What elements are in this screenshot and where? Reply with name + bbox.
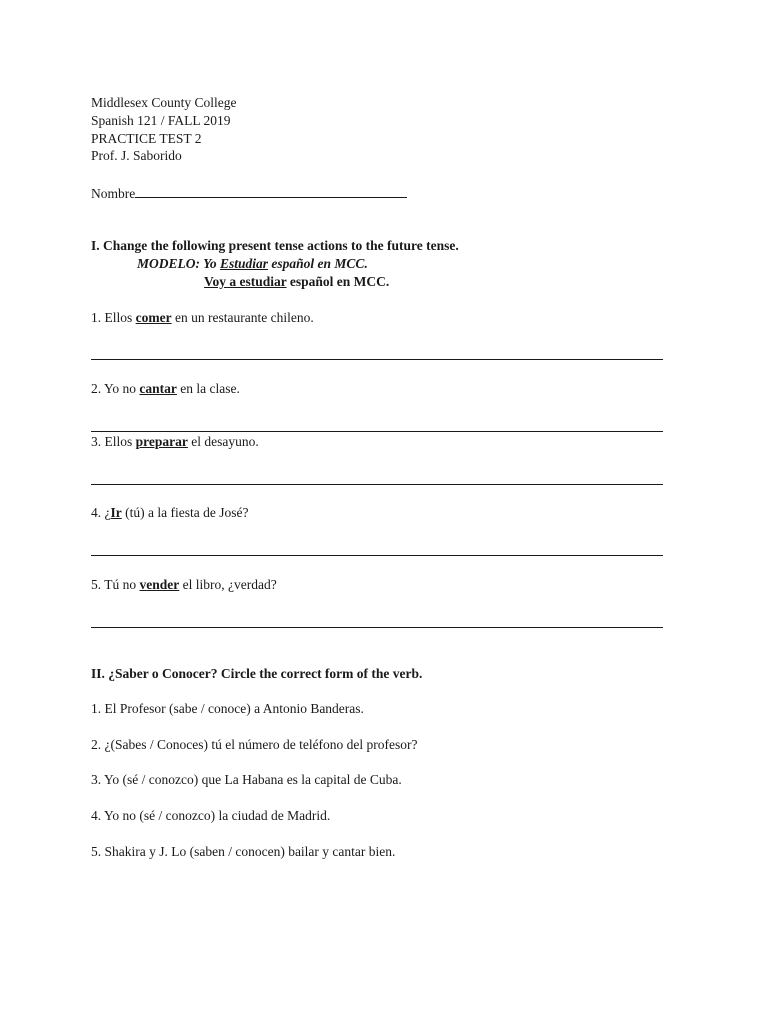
- item-suffix: en la clase.: [176, 381, 240, 396]
- course-name: Spanish 121 / FALL 2019: [91, 113, 231, 128]
- model-answer: [204, 273, 389, 291]
- part1-item-2: [91, 380, 240, 398]
- part2-item-3: 3. Yo (sé / conozco) que La Habana es la capital de Cuba.: [91, 772, 402, 787]
- item-suffix: el desayuno.: [187, 434, 259, 449]
- item-prefix: 1. Ellos: [91, 310, 136, 325]
- model-prefix: MODELO: Yo: [137, 256, 221, 271]
- item-verb: Ir: [110, 505, 122, 520]
- item-prefix: 4. ¿: [91, 505, 111, 520]
- professor-name: Prof. J. Saborido: [91, 148, 182, 163]
- answer-line-3[interactable]: [91, 484, 663, 485]
- test-title: PRACTICE TEST 2: [91, 131, 202, 146]
- part2-item-5: 5. Shakira y J. Lo (saben / conocen) bailar y cantar bien.: [91, 844, 396, 859]
- item-suffix: el libro, ¿verdad?: [179, 577, 277, 592]
- item-verb: comer: [135, 310, 172, 325]
- item-suffix: (tú) a la fiesta de José?: [121, 505, 249, 520]
- name-blank-line[interactable]: [135, 183, 407, 198]
- item-prefix: 3. Ellos: [91, 434, 136, 449]
- part1-instruction: I. Change the following present tense actions to the future tense.: [91, 238, 459, 253]
- part2-item-2: 2. ¿(Sabes / Conoces) tú el número de teléfono del profesor?: [91, 737, 418, 752]
- model-verb: Estudiar: [220, 256, 269, 271]
- part1-item-3: [91, 433, 259, 451]
- part2-item-1: 1. El Profesor (sabe / conoce) a Antonio Banderas.: [91, 701, 364, 716]
- name-field: [91, 183, 407, 203]
- item-prefix: 5. Tú no: [91, 577, 140, 592]
- model-suffix: español en MCC.: [268, 256, 368, 271]
- item-suffix: en un restaurante chileno.: [171, 310, 314, 325]
- name-label: Nombre: [91, 186, 136, 201]
- model-sentence: [137, 255, 368, 273]
- answer-line-5[interactable]: [91, 627, 663, 628]
- part1-item-4: [91, 504, 248, 522]
- item-verb: cantar: [139, 381, 177, 396]
- part2-item-4: 4. Yo no (sé / conozco) la ciudad de Madrid.: [91, 808, 331, 823]
- part1-item-5: [91, 576, 277, 594]
- item-verb: preparar: [135, 434, 188, 449]
- model-answer-suffix: español en MCC.: [286, 274, 390, 289]
- answer-line-4[interactable]: [91, 555, 663, 556]
- college-name: Middlesex County College: [91, 95, 237, 110]
- answer-line-2[interactable]: [91, 431, 663, 432]
- model-answer-verb: Voy a estudiar: [204, 274, 287, 289]
- item-verb: vender: [139, 577, 180, 592]
- part2-instruction: II. ¿Saber o Conocer? Circle the correct form of the verb.: [91, 666, 423, 681]
- part1-item-1: [91, 309, 314, 327]
- answer-line-1[interactable]: [91, 359, 663, 360]
- item-prefix: 2. Yo no: [91, 381, 140, 396]
